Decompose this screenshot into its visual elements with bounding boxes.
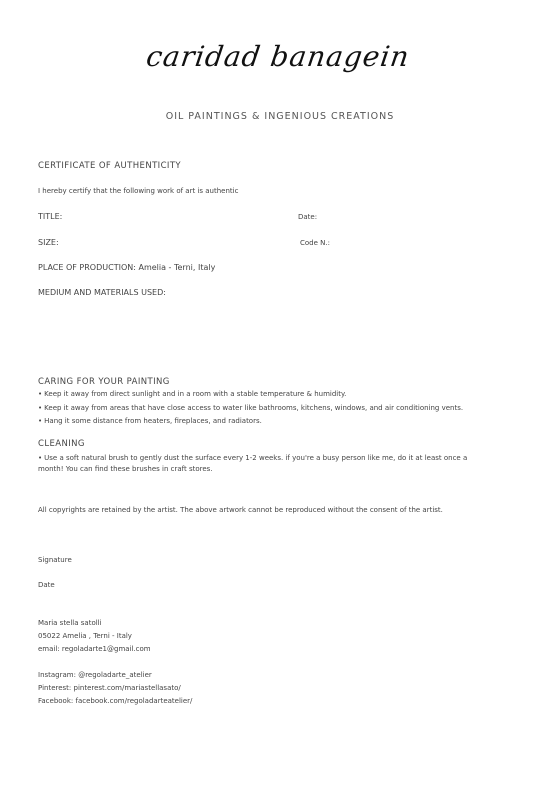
- artist-name: Maria stella satolli: [38, 619, 102, 627]
- caring-item: • Keep it away from direct sunlight and in a room with a stable temperature & humidity.: [38, 390, 346, 398]
- title-label: TITLE:: [38, 212, 63, 221]
- code-number-label: Code N.:: [300, 239, 330, 247]
- artist-address: 05022 Amelia , Terni - Italy: [38, 632, 132, 640]
- size-label: SIZE:: [38, 238, 59, 247]
- instagram-handle: Instagram: @regoladarte_atelier: [38, 671, 152, 679]
- authenticity-statement: I hereby certify that the following work of art is authentic: [38, 187, 239, 195]
- signature-label: Signature: [38, 556, 72, 564]
- copyright-notice: All copyrights are retained by the artist. The above artwork cannot be reproduced without the consent of the artist.: [38, 506, 443, 514]
- caring-item: • Keep it away from areas that have close access to water like bathrooms, kitchens, windows, and air conditioning vents.: [38, 404, 463, 412]
- sign-date-label: Date: [38, 581, 55, 589]
- place-of-production: PLACE OF PRODUCTION: Amelia - Terni, Italy: [38, 263, 216, 272]
- facebook-link: Facebook: facebook.com/regoladarteatelier/: [38, 697, 193, 705]
- cleaning-text: • Use a soft natural brush to gently dust the surface every 1-2 weeks. if you're a busy person like me, do it at least once a month! You can find these brushes in craft stores.: [38, 453, 493, 475]
- logo-signature-text: caridad banagein: [144, 40, 412, 73]
- certificate-heading: CERTIFICATE OF AUTHENTICITY: [38, 161, 181, 171]
- date-label: Date:: [298, 213, 318, 221]
- caring-item: • Hang it some distance from heaters, fireplaces, and radiators.: [38, 417, 262, 425]
- caring-heading: CARING FOR YOUR PAINTING: [38, 377, 170, 387]
- pinterest-link: Pinterest: pinterest.com/mariastellasato/: [38, 684, 181, 692]
- artist-email: email: regoladarte1@gmail.com: [38, 645, 151, 653]
- tagline: OIL PAINTINGS & INGENIOUS CREATIONS: [165, 111, 395, 122]
- medium-materials-label: MEDIUM AND MATERIALS USED:: [38, 288, 166, 297]
- artist-logo: [118, 36, 438, 86]
- cleaning-heading: CLEANING: [38, 439, 85, 449]
